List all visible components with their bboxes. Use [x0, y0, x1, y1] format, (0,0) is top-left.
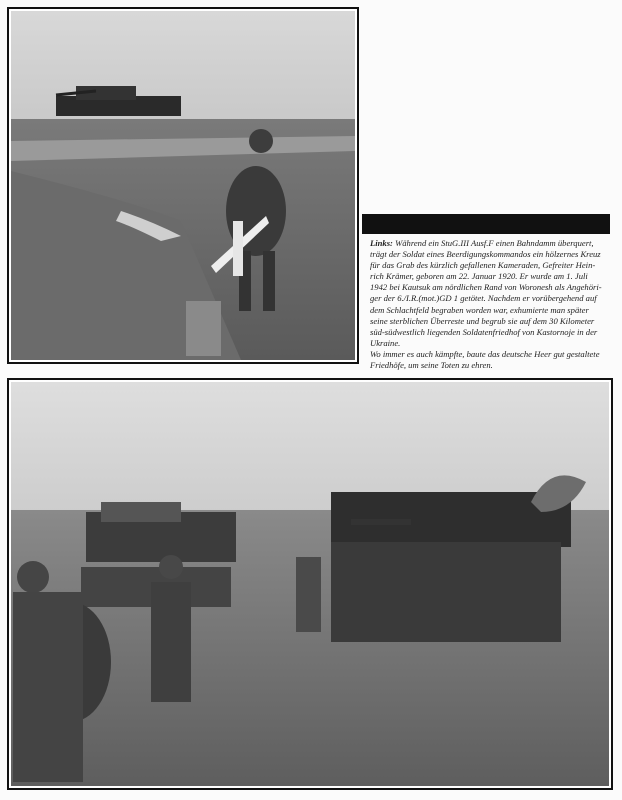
caption-line: süd-südwestlich liegenden Soldatenfriedhof von Kastornoje in der — [370, 326, 598, 337]
caption-line: dem Schlachtfeld begraben worden war, exhumierte man später — [370, 304, 589, 315]
caption-line: für das Grab des kürzlich gefallenen Kameraden, Gefreiter Hein- — [370, 260, 596, 271]
caption-line: Wo immer es auch kämpfte, baute das deutsche Heer gut gestaltete — [370, 348, 600, 359]
photo-caption — [370, 238, 612, 371]
caption-header-bar — [362, 214, 610, 234]
caption-line: rich Krämer, geboren am 22. Januar 1920. Er wurde am 1. Juli — [370, 271, 588, 282]
caption-line: Ukraine. — [370, 337, 401, 348]
caption-line: Friedhöfe, um seine Toten zu ehren. — [370, 360, 493, 371]
caption-line: ger der 6./I.R.(mot.)GD 1 getötet. Nachdem er vorübergehend auf — [370, 293, 597, 304]
photo-marder-tank-field — [7, 378, 613, 790]
photo-stug-burial-cross — [7, 7, 359, 364]
caption-lead: Links: — [370, 238, 393, 248]
caption-line: trägt der Soldat eines Beerdigungskommandos ein hölzernes Kreuz — [370, 249, 601, 260]
caption-line: seine sterblichen Überreste und begrub sie auf dem 30 Kilometer — [370, 315, 595, 326]
caption-line: 1942 bei Kautsuk am nördlichen Rand von Woronesh als Angehöri- — [370, 282, 602, 293]
caption-line: Während ein StuG.III Ausf.F einen Bahndamm überquert, — [395, 238, 594, 248]
